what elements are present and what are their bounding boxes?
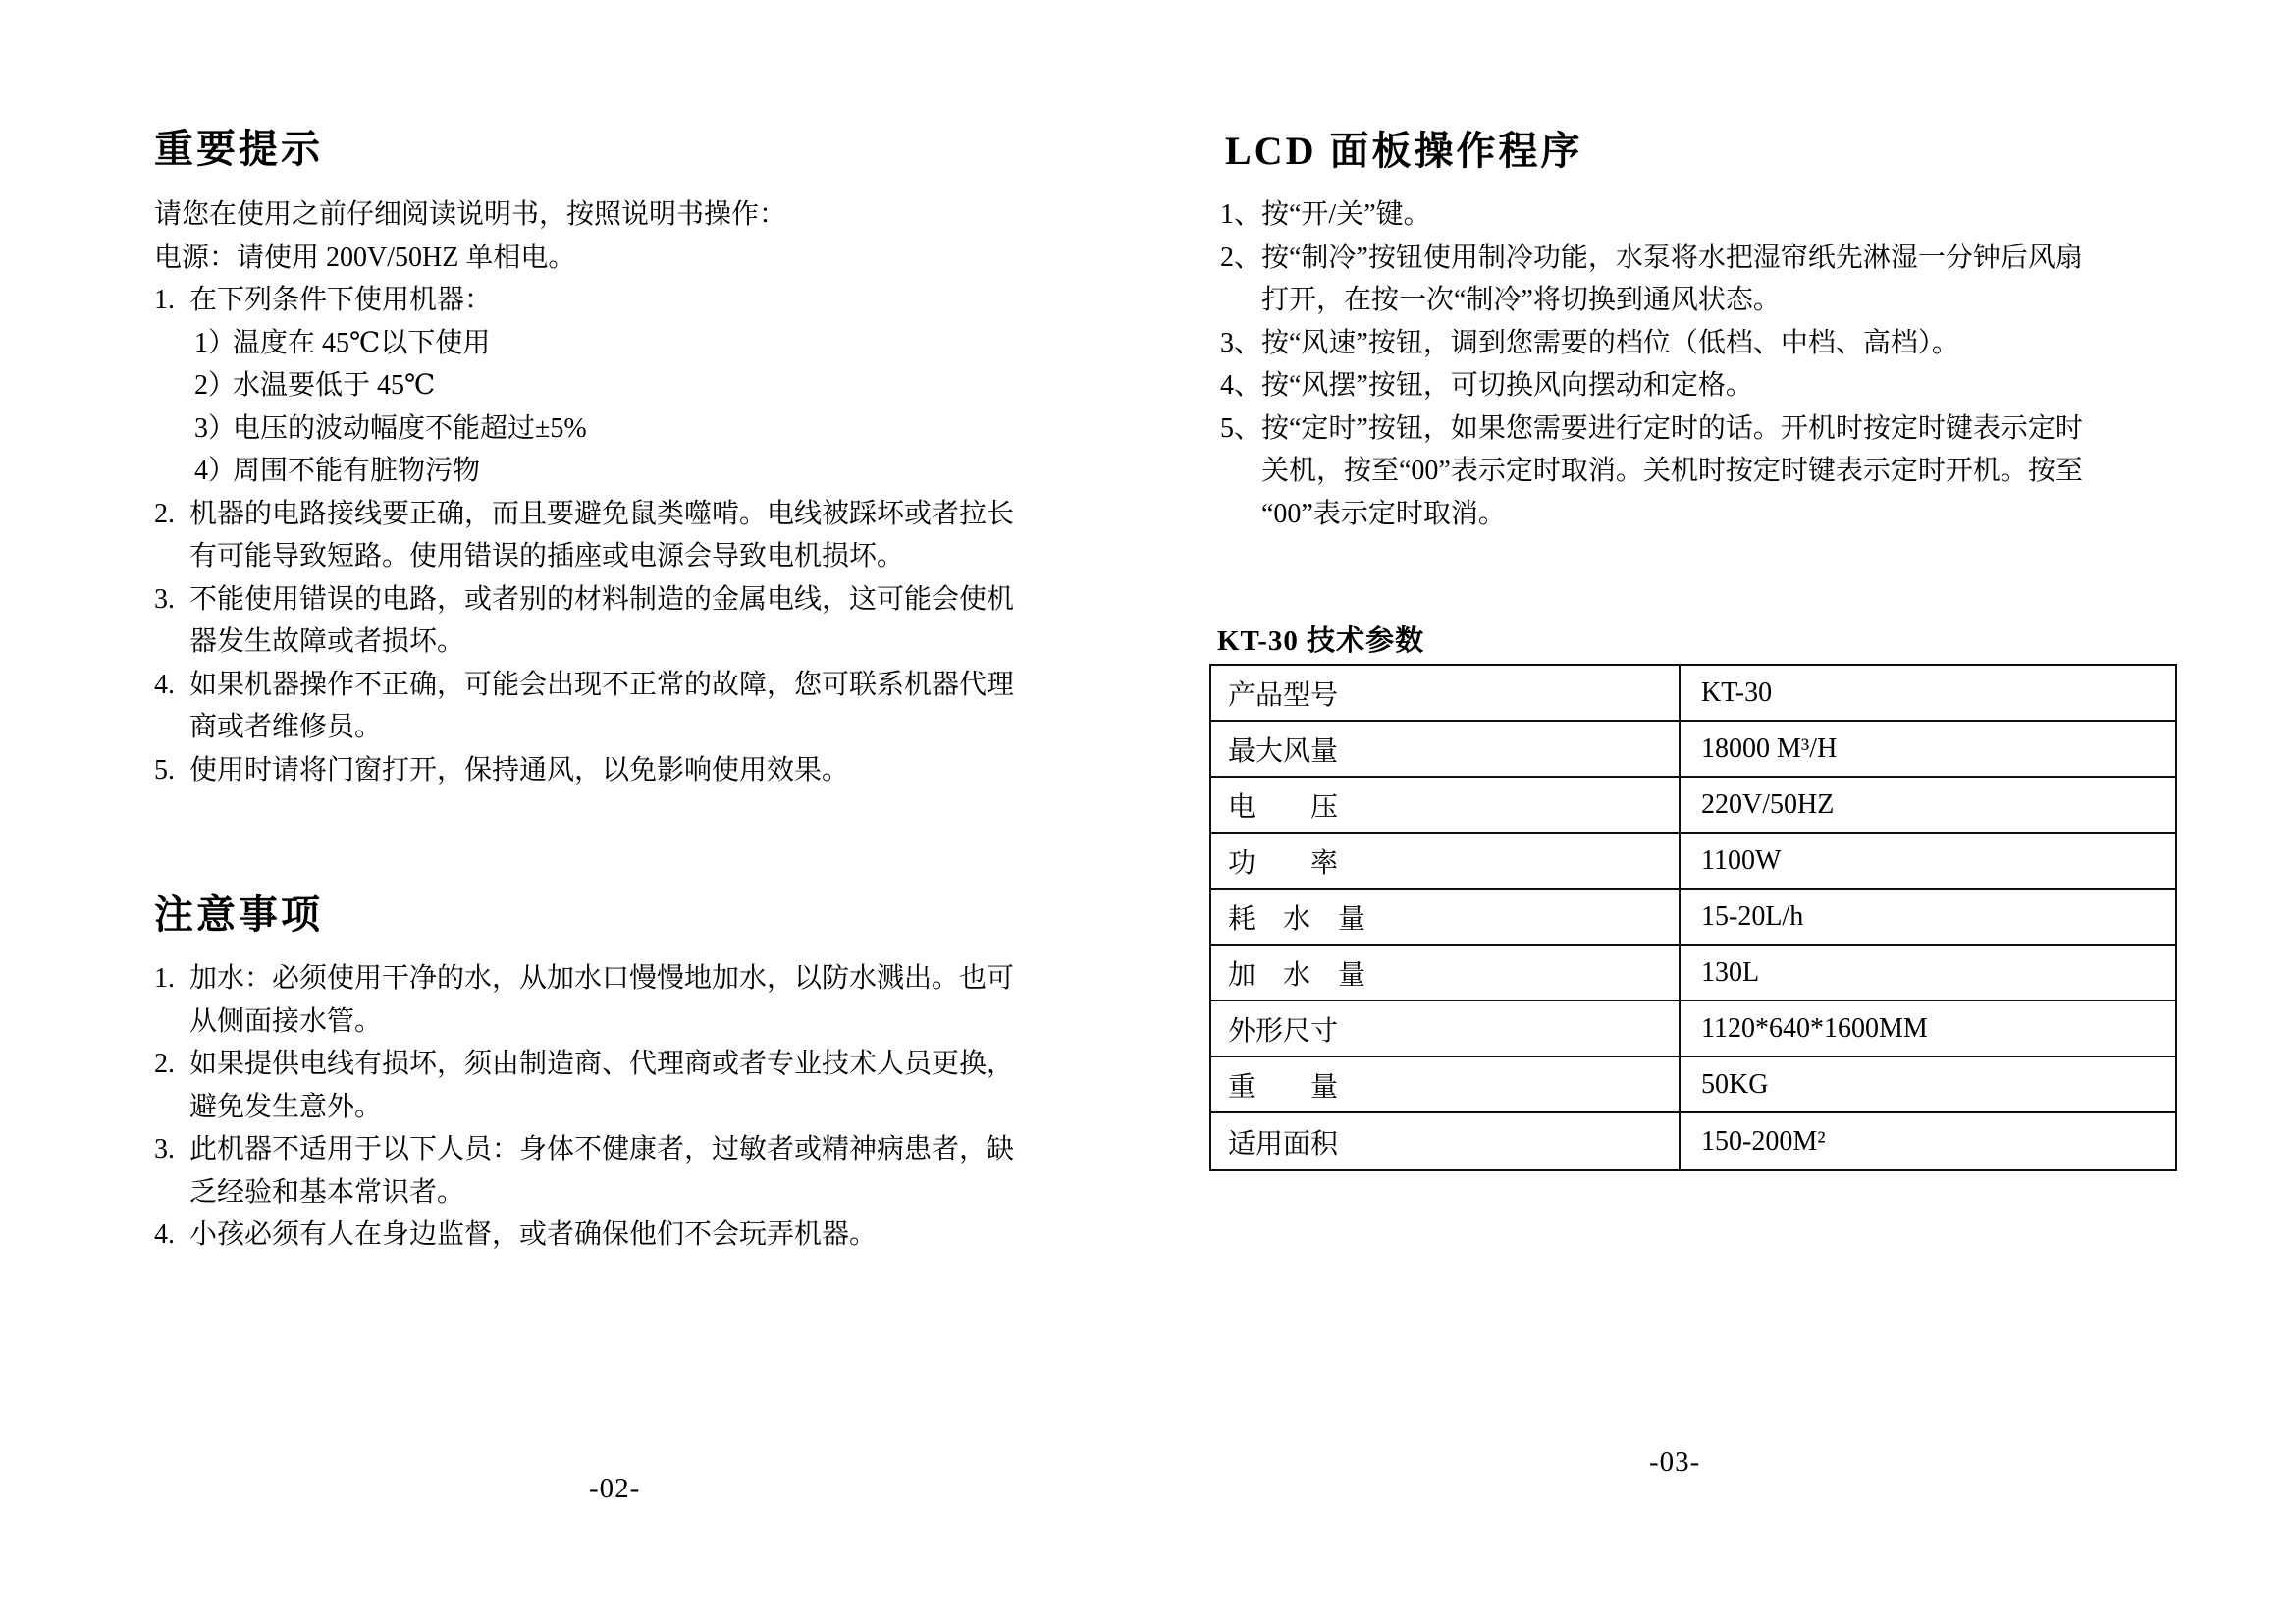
text-line [154,706,1096,749]
list-marker: 2） [194,370,237,401]
text-line [154,749,1096,792]
spec-table-row [1211,1113,2175,1169]
text-line [1220,493,2212,536]
line-text: 使用时请将门窗打开，保持通风，以免影响使用效果。 [189,754,850,785]
line-text: 关机，按至“00”表示定时取消。关机时按定时键表示定时开机。按至 [1261,456,2083,486]
list-marker: 4） [194,456,237,486]
section-title-lcd-panel-procedure: LCD 面板操作程序 [1225,129,1583,173]
text-line [154,535,1096,578]
text-line [1220,407,2212,451]
list-marker: 1. [154,285,175,315]
line-text: 电压的波动幅度不能超过±5% [233,412,587,444]
line-text: 水温要低于 45℃ [233,370,436,401]
list-marker: 4. [154,669,175,700]
text-line [1220,279,2212,322]
text-line [154,621,1096,664]
page-number-left: -02- [589,1473,641,1504]
line-text: 按“制冷”按钮使用制冷功能，水泵将水把湿帘纸先淋湿一分钟后风扇 [1261,242,2083,273]
notes-text [154,957,1096,1257]
spec-table-row [1211,778,2175,834]
line-text: 电源：请使用 200V/50HZ 单相电。 [154,242,576,273]
text-line [154,279,1096,322]
spec-label-cell: 重 量 [1211,1057,1681,1111]
line-text: 有可能导致短路。使用错误的插座或电源会导致电机损坏。 [189,541,905,571]
line-text: 加水：必须使用干净的水，从加水口慢慢地加水，以防水溅出。也可 [189,963,1015,994]
line-text: 如果提供电线有损坏，须由制造商、代理商或者专业技术人员更换， [189,1049,1015,1079]
text-line [1220,322,2212,365]
line-text: 器发生故障或者损坏。 [189,626,465,657]
line-text: 商或者维修员。 [189,712,383,742]
text-line [154,407,1096,451]
text-line [154,1001,1096,1044]
line-text: 如果机器操作不正确，可能会出现不正常的故障，您可联系机器代理 [189,669,1015,700]
text-line [154,364,1096,407]
spec-value-cell: KT-30 [1701,677,1773,708]
list-marker: 5、 [1220,412,1262,444]
list-marker: 1、 [1220,199,1262,230]
line-text: 小孩必须有人在身边监督，或者确保他们不会玩弄机器。 [189,1219,878,1250]
spec-table-row [1211,1057,2175,1113]
list-marker: 2. [154,498,175,529]
spec-value-cell: 18000 M³/H [1701,732,1838,764]
spec-value-cell: 15-20L/h [1701,900,1804,932]
spec-label-cell: 外形尺寸 [1211,1001,1681,1056]
text-line [154,578,1096,622]
spec-value-cell: 150-200M² [1701,1125,1826,1157]
text-line [1220,364,2212,407]
line-text: 打开，在按一次“制冷”将切换到通风状态。 [1261,285,1781,315]
list-marker: 3. [154,1134,175,1164]
spec-value-cell: 220V/50HZ [1701,788,1835,820]
line-text: 按“定时”按钮，如果您需要进行定时的话。开机时按定时键表示定时 [1261,412,2083,444]
spec-table-row [1211,834,2175,890]
spec-label-cell: 加 水 量 [1211,946,1681,1000]
page-number-right: -03- [1649,1446,1701,1478]
text-line [154,237,1096,280]
line-text: 避免发生意外。 [189,1091,383,1122]
spec-value-cell: 50KG [1701,1068,1769,1100]
section-title-important-tips: 重要提示 [154,127,323,171]
line-text: 按“风速”按钮，调到您需要的档位（低档、中档、高档）。 [1261,327,1959,358]
spec-label-cell: 电 压 [1211,778,1681,832]
list-marker: 1） [194,327,237,358]
list-marker: 5. [154,754,175,785]
spec-table-row [1211,946,2175,1001]
spec-table-row [1211,666,2175,722]
line-text: 周围不能有脏物污物 [233,456,481,486]
text-line [154,193,1096,237]
spec-table-row [1211,1001,2175,1057]
list-marker: 1. [154,963,175,994]
line-text: 温度在 45℃以下使用 [233,327,491,358]
text-line [154,957,1096,1001]
list-marker: 2、 [1220,242,1262,273]
text-line [154,1171,1096,1215]
spec-label-cell: 耗 水 量 [1211,890,1681,944]
line-text: 不能使用错误的电路，或者别的材料制造的金属电线，这可能会使机 [189,583,1015,615]
text-line [154,1214,1096,1257]
lcd-panel-procedure-text [1220,193,2212,535]
section-title-notes: 注意事项 [154,893,323,937]
text-line [1220,450,2212,493]
line-text: 按“风摆”按钮，可切换风向摆动和定格。 [1261,370,1753,401]
spec-value-cell: 1100W [1701,844,1782,876]
spec-label-cell: 产品型号 [1211,666,1681,720]
line-text: 机器的电路接线要正确，而且要避免鼠类噬啃。电线被踩坏或者拉长 [189,498,1015,529]
text-line [154,1086,1096,1129]
text-line [1220,193,2212,237]
important-tips-text [154,193,1096,791]
spec-table [1209,664,2177,1171]
text-line [154,664,1096,707]
list-marker: 4、 [1220,370,1262,401]
text-line [154,322,1096,365]
spec-table-row [1211,890,2175,946]
spec-label-cell: 最大风量 [1211,722,1681,776]
line-text: 在下列条件下使用机器： [189,285,493,315]
line-text: 请您在使用之前仔细阅读说明书，按照说明书操作： [154,199,787,230]
line-text: 此机器不适用于以下人员：身体不健康者，过敏者或精神病患者，缺 [189,1134,1015,1164]
text-line [154,450,1096,493]
spec-table-row [1211,722,2175,778]
line-text: 乏经验和基本常识者。 [189,1176,465,1208]
spec-value-cell: 1120*640*1600MM [1701,1012,1928,1044]
text-line [154,493,1096,536]
text-line [154,1128,1096,1171]
line-text: 按“开/关”键。 [1261,199,1431,230]
spec-label-cell: 适用面积 [1211,1113,1681,1169]
list-marker: 4. [154,1219,175,1250]
line-text: “00”表示定时取消。 [1261,498,1506,529]
line-text: 从侧面接水管。 [189,1005,383,1037]
list-marker: 3） [194,412,237,444]
list-marker: 2. [154,1049,175,1079]
text-line [1220,237,2212,280]
text-line [154,1043,1096,1086]
spec-value-cell: 130L [1701,956,1760,988]
spec-table-title: KT-30 技术参数 [1217,625,1425,657]
list-marker: 3、 [1220,327,1262,358]
spec-label-cell: 功 率 [1211,834,1681,888]
list-marker: 3. [154,583,175,615]
